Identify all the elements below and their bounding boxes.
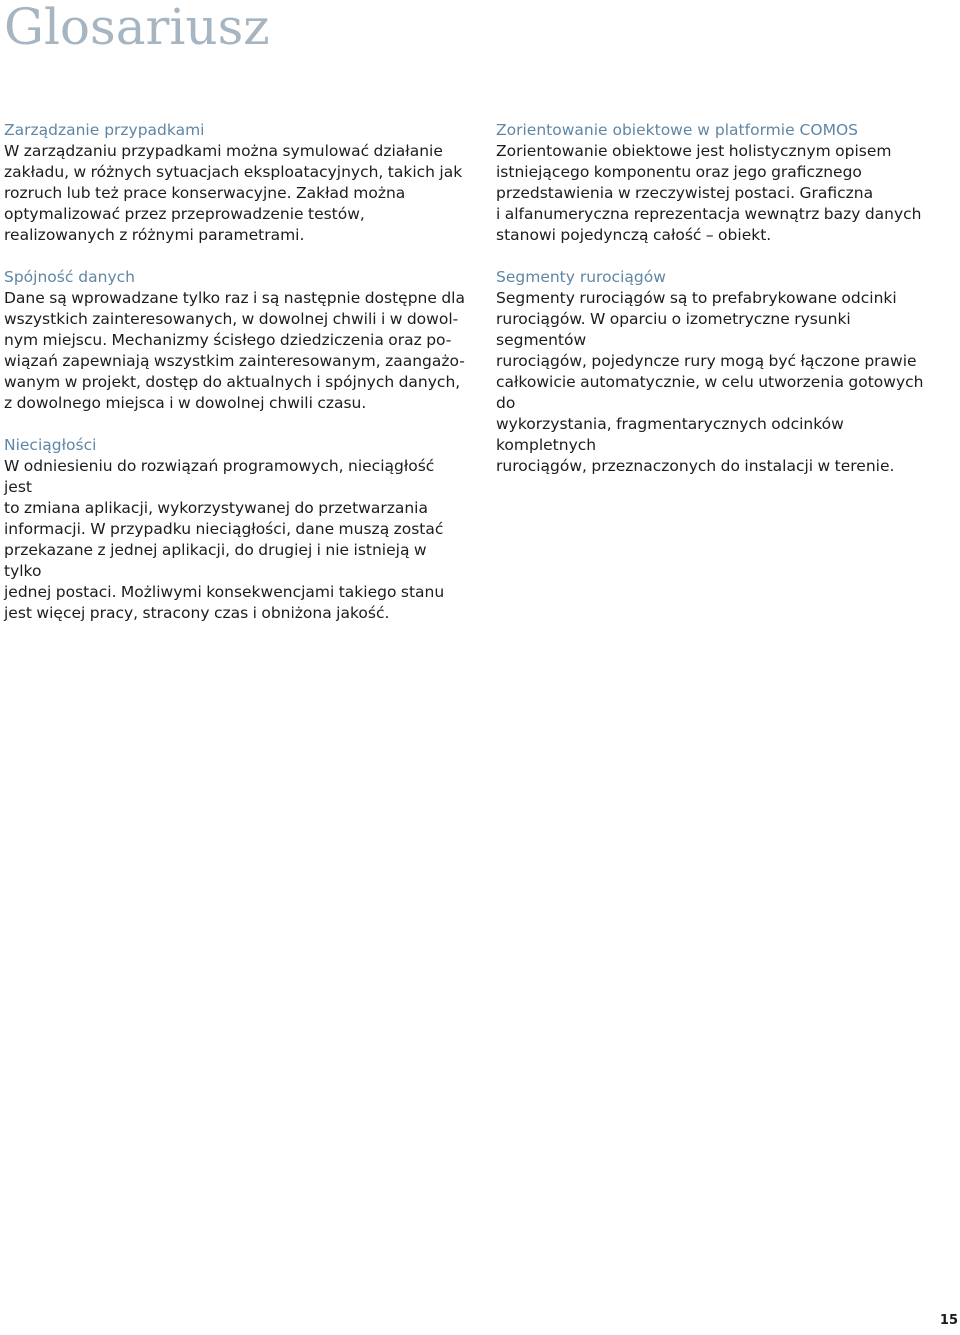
- glossary-left-column: [4, 120, 466, 624]
- glossary-right-column: [496, 120, 926, 477]
- entry-term: Segmenty rurociągów: [496, 268, 666, 286]
- page-number: 15: [939, 1313, 958, 1328]
- entry-term: Nieciągłości: [4, 436, 97, 454]
- glossary-entry-segmenty-rurociagow: [496, 267, 926, 477]
- entry-definition: Dane są wprowadzane tylko raz i są następnie dostępne dla wszystkich zainteresowanych, w dowolnej chwili i w dowol- nym miejscu. Mechanizmy ścisłego dziedziczenia oraz po- wiązań zapewniają wszystkim zainteresowanym, zaangażo- wanym w projekt, dostęp do aktualnych i spójnych danych, z dowolnego miejsca i w dowolnej chwili czasu.: [4, 289, 465, 412]
- entry-definition: W odniesieniu do rozwiązań programowych, nieciągłość jest to zmiana aplikacji, wykorzystywanej do przetwarzania informacji. W przypadku nieciągłości, dane muszą zostać przekazane z jednej aplikacji, do drugiej i nie istnieją w tylko jednej postaci. Możliwymi konsekwencjami takiego stanu jest więcej pracy, stracony czas i obniżona jakość.: [4, 457, 445, 622]
- entry-definition: W zarządzaniu przypadkami można symulować działanie zakładu, w różnych sytuacjach eksploatacyjnych, takich jak rozruch lub też prace konserwacyjne. Zakład można optymalizować przez przeprowadzenie testów, realizowanych z różnymi parametrami.: [4, 142, 463, 244]
- entry-definition: Zorientowanie obiektowe jest holistycznym opisem istniejącego komponentu oraz jego graficznego przedstawienia w rzeczywistej postaci. Graficzna i alfanumeryczna reprezentacja wewnątrz bazy danych stanowi pojedynczą całość – obiekt.: [496, 142, 922, 244]
- glossary-entry-nieciaglosci: [4, 435, 466, 624]
- entry-term: Zarządzanie przypadkami: [4, 121, 205, 139]
- entry-term: Spójność danych: [4, 268, 135, 286]
- page-title: Glosariusz: [4, 0, 270, 56]
- glossary-entry-zarzadzanie-przypadkami: [4, 120, 466, 246]
- glossary-entry-zorientowanie-obiektowe: [496, 120, 926, 246]
- glossary-entry-spojnosc-danych: [4, 267, 466, 414]
- entry-term: Zorientowanie obiektowe w platformie COMOS: [496, 121, 858, 139]
- entry-definition: Segmenty rurociągów są to prefabrykowane odcinki rurociągów. W oparciu o izometryczne rysunki segmentów rurociągów, pojedyncze rury mogą być łączone prawie całkowicie automatycznie, w celu utworzenia gotowych do wykorzystania, fragmentarycznych odcinków kompletnych rurociągów, przeznaczonych do instalacji w terenie.: [496, 289, 924, 475]
